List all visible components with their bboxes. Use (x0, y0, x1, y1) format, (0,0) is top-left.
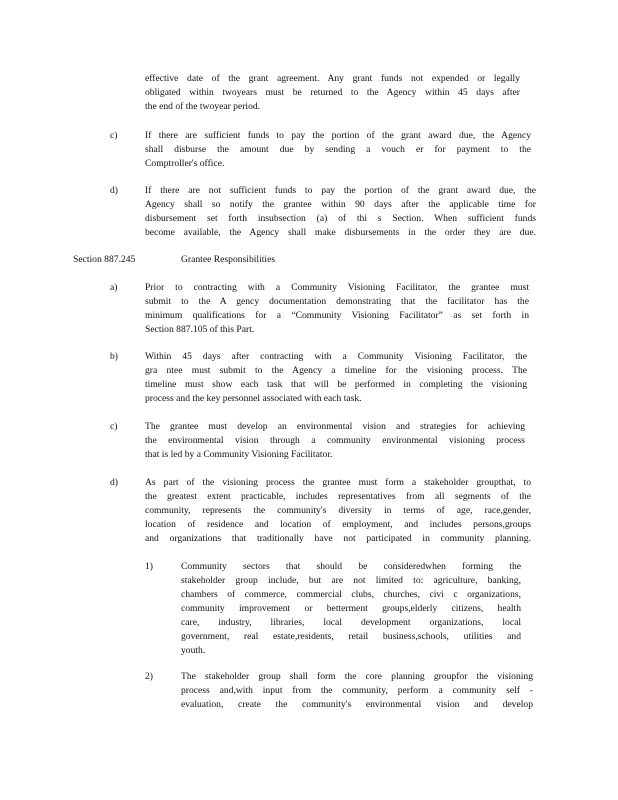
text-line: shall disburse the amount due by sending a vouch er for payment to the (145, 144, 531, 155)
text-line: minimum qualifications for a “Community Visioning Facilitator” as set forth in (145, 310, 529, 321)
section-number: Section 887.245 (73, 254, 136, 265)
text-line: obligated within twoyears must be returned to the Agency within 45 days after (145, 87, 520, 98)
subitem-1-paragraph (181, 560, 521, 658)
section-item-label-b: b) (110, 351, 118, 362)
text-line: and organizations that traditionally have not participated in community planning. (145, 533, 531, 544)
section-item-label-c: c) (110, 421, 118, 432)
text-line: stakeholder group include, but are not limited to: agriculture, banking, (181, 575, 521, 586)
subitem-label-2: 2) (145, 671, 153, 682)
section-item-c-paragraph (145, 420, 525, 462)
text-line: the greatest extent practicable, includes representatives from all segments of the (145, 491, 531, 502)
text-line: chambers of commerce, commercial clubs, churches, civi c organizations, (181, 589, 521, 600)
text-line: process and,with input from the community, perform a community self - (181, 685, 533, 696)
section-item-b-paragraph (145, 350, 527, 406)
subitem-2-paragraph (181, 670, 533, 712)
text-line: the end of the twoyear period. (145, 101, 261, 112)
text-line: The grantee must develop an environmental vision and strategies for achieving (145, 421, 525, 432)
text-line: Prior to contracting with a Community Visioning Facilitator, the grantee must (145, 282, 529, 293)
text-line: become available, the Agency shall make disbursements in the order they are due. (145, 227, 536, 238)
text-line: process and the key personnel associated with each task. (145, 393, 362, 404)
text-line: timeline must show each task that will be performed in completing the visioning (145, 379, 527, 390)
text-line: community, represents the community's diversity in terms of age, race,gender, (145, 505, 531, 516)
text-line: Comptroller's office. (145, 158, 225, 169)
text-line: youth. (181, 645, 206, 656)
text-line: Section 887.105 of this Part. (145, 324, 255, 335)
text-line: gra ntee must submit to the Agency a timeline for the visioning process. The (145, 365, 527, 376)
item-d-paragraph (145, 184, 536, 240)
text-line: government, real estate,residents, retail business,schools, utilities and (181, 631, 521, 642)
text-line: The stakeholder group shall form the core planning groupfor the visioning (181, 671, 533, 682)
text-line: evaluation, create the community's environmental vision and develop (181, 699, 533, 710)
text-line: As part of the visioning process the grantee must form a stakeholder groupthat, to (145, 477, 531, 488)
text-line: If there are not sufficient funds to pay the portion of the grant award due, the (145, 185, 536, 196)
section-item-label-d: d) (110, 477, 118, 488)
item-label-c: c) (110, 130, 118, 141)
section-item-d-paragraph (145, 476, 531, 546)
section-item-label-a: a) (110, 282, 118, 293)
subitem-label-1: 1) (145, 561, 153, 572)
text-line: submit to the A gency documentation demonstrating that the facilitator has the (145, 296, 529, 307)
text-line: location of residence and location of employment, and includes persons,groups (145, 519, 531, 530)
text-line: Community sectors that should be consideredwhen forming the (181, 561, 521, 572)
section-item-a-paragraph (145, 281, 529, 337)
text-line: that is led by a Community Visioning Facilitator. (145, 449, 333, 460)
item-c-paragraph (145, 129, 531, 171)
text-line: effective date of the grant agreement. Any grant funds not expended or legally (145, 73, 520, 84)
text-line: Agency shall so notify the grantee within 90 days after the applicable time for (145, 199, 536, 210)
section-title: Grantee Responsibilities (181, 254, 276, 265)
text-line: community improvement or betterment groups,elderly citizens, health (181, 603, 521, 614)
text-line: disbursement set forth insubsection (a) of thi s Section. When sufficient funds (145, 213, 536, 224)
continuation-paragraph (145, 72, 520, 114)
item-label-d: d) (110, 185, 118, 196)
text-line: Within 45 days after contracting with a Community Visioning Facilitator, the (145, 351, 527, 362)
text-line: the environmental vision through a community environmental visioning process (145, 435, 525, 446)
text-line: care, industry, libraries, local development organizations, local (181, 617, 521, 628)
text-line: If there are sufficient funds to pay the portion of the grant award due, the Agency (145, 130, 531, 141)
